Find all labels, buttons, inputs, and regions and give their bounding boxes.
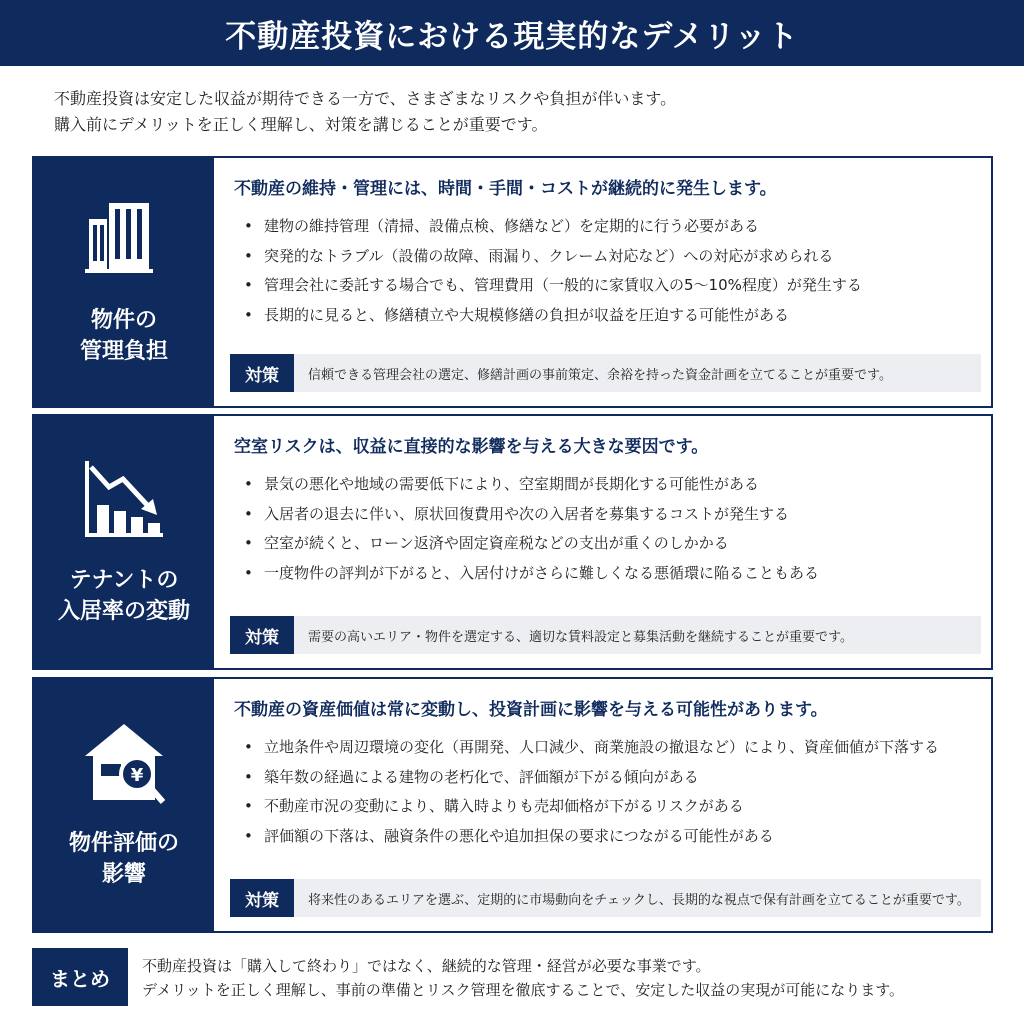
- list-item: • 空室が続くと、ローン返済や固定資産税などの支出が重くのしかかる: [242, 529, 819, 559]
- card-title-line-2: 入居率の変動: [57, 599, 190, 624]
- card-management-burden: [32, 156, 993, 408]
- bullet-list: [242, 733, 939, 851]
- countermeasure-text: 信頼できる管理会社の選定、修繕計画の事前策定、余裕を持った資金計画を立てることが重要です。: [308, 367, 892, 383]
- bullet-list: [242, 470, 819, 588]
- countermeasure-label: 対策: [230, 879, 294, 917]
- countermeasure-box: [230, 616, 981, 654]
- list-item: • 景気の悪化や地域の需要低下により、空室期間が長期化する可能性がある: [242, 470, 819, 500]
- card-heading: 不動産の資産価値は常に変動し、投資計画に影響を与える可能性があります。: [234, 700, 828, 720]
- countermeasure-text: 将来性のあるエリアを選ぶ、定期的に市場動向をチェックし、長期的な視点で保有計画を立てることが重要です。: [308, 892, 970, 908]
- list-item: • 建物の維持管理（清掃、設備点検、修繕など）を定期的に行う必要がある: [242, 212, 862, 242]
- intro-line-2: 購入前にデメリットを正しく理解し、対策を講じることが重要です。: [54, 115, 548, 134]
- list-item: • 長期的に見ると、修繕積立や大規模修繕の負担が収益を圧迫する可能性がある: [242, 301, 862, 331]
- list-item: • 評価額の下落は、融資条件の悪化や追加担保の要求につながる可能性がある: [242, 822, 939, 852]
- list-item: • 入居者の退去に伴い、原状回復費用や次の入居者を募集するコストが発生する: [242, 500, 819, 530]
- bullet-list: [242, 212, 862, 330]
- countermeasure-text: 需要の高いエリア・物件を選定する、適切な賃料設定と募集活動を継続することが重要です。: [308, 629, 853, 645]
- card-heading: 空室リスクは、収益に直接的な影響を与える大きな要因です。: [234, 437, 709, 457]
- intro-line-1: 不動産投資は安定した収益が期待できる一方で、さまざまなリスクや負担が伴います。: [54, 89, 677, 108]
- declining-chart-icon: [79, 457, 169, 547]
- countermeasure-box: [230, 354, 981, 392]
- card-content: [234, 416, 981, 668]
- card-content: [234, 158, 981, 406]
- building-icon: [79, 197, 169, 287]
- card-title: [80, 305, 168, 367]
- card-content: [234, 679, 981, 931]
- card-title-line-1: 物件の: [90, 308, 157, 333]
- list-item: • 管理会社に委託する場合でも、管理費用（一般的に家賃収入の5～10%程度）が発生する: [242, 271, 862, 301]
- summary-text: [142, 954, 904, 1002]
- countermeasure-label: 対策: [230, 354, 294, 392]
- svg-text:¥: ¥: [130, 765, 144, 786]
- countermeasure-box: [230, 879, 981, 917]
- card-title-line-1: テナントの: [69, 568, 179, 593]
- card-title: [58, 565, 190, 627]
- list-item: • 突発的なトラブル（設備の故障、雨漏り、クレーム対応など）への対応が求められる: [242, 242, 862, 272]
- summary-line-2: デメリットを正しく理解し、事前の準備とリスク管理を徹底することで、安定した収益の実現が可能になります。: [142, 981, 905, 999]
- list-item: • 一度物件の評判が下がると、入居付けがさらに難しくなる悪循環に陥ることもある: [242, 559, 819, 589]
- summary-label: まとめ: [32, 948, 128, 1006]
- page-title: 不動産投資における現実的なデメリット: [225, 18, 799, 55]
- card-title-line-2: 管理負担: [79, 339, 168, 364]
- card-occupancy-fluctuation: [32, 414, 993, 670]
- summary-section: [32, 948, 993, 1008]
- list-item: • 立地条件や周辺環境の変化（再開発、人口減少、商業施設の撤退など）により、資産価値が下落する: [242, 733, 939, 763]
- list-item: • 築年数の経過による建物の老朽化で、評価額が下がる傾向がある: [242, 763, 939, 793]
- card-title-line-1: 物件評価の: [68, 831, 179, 856]
- card-title: [69, 828, 179, 890]
- page-title-banner: [0, 0, 1024, 66]
- card-label-panel: [34, 416, 214, 668]
- card-label-panel: [34, 679, 214, 931]
- house-yen-search-icon: [79, 720, 169, 810]
- summary-line-1: 不動産投資は「購入して終わり」ではなく、継続的な管理・経営が必要な事業です。: [142, 957, 711, 975]
- countermeasure-label: 対策: [230, 616, 294, 654]
- card-label-panel: [34, 158, 214, 406]
- intro-text: [54, 86, 994, 138]
- list-item: • 不動産市況の変動により、購入時よりも売却価格が下がるリスクがある: [242, 792, 939, 822]
- card-property-valuation: [32, 677, 993, 933]
- card-title-line-2: 影響: [101, 862, 146, 887]
- card-heading: 不動産の維持・管理には、時間・手間・コストが継続的に発生します。: [234, 179, 777, 199]
